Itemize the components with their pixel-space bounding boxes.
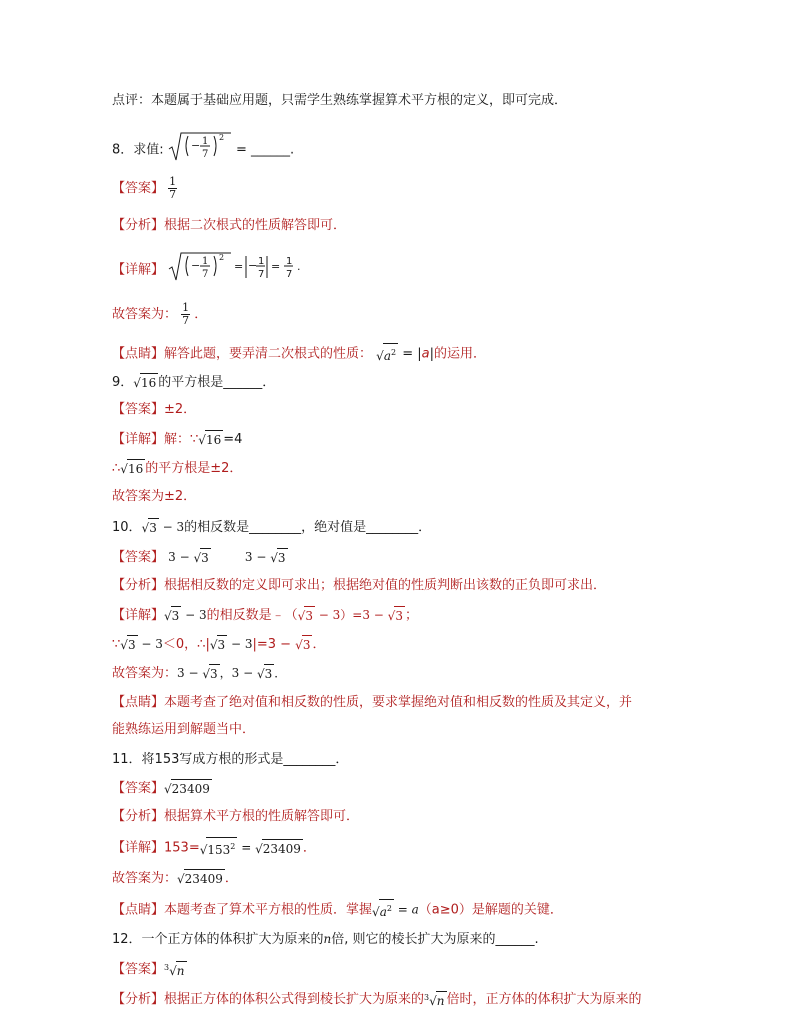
q8-answer <box>112 176 177 201</box>
final-label: 故答案为： <box>112 307 178 322</box>
svg-text:.: . <box>297 260 301 273</box>
svg-text:=: = <box>271 260 281 273</box>
question-9 <box>112 373 275 392</box>
answer-tag: 【答案】 <box>112 181 165 196</box>
comment-text: 点评：本题属于基础应用题，只需学生熟练掌握算术平方根的定义，即可完成． <box>112 93 568 108</box>
svg-text:7: 7 <box>202 269 209 280</box>
q11-detail: 【详解】$153=√153^2 = √23409$ ． <box>112 837 316 859</box>
q11-answer: 【答案】√23409 <box>112 781 210 796</box>
svg-text:7: 7 <box>258 269 265 280</box>
q9-answer: 【答案】±2． <box>112 402 197 417</box>
q10-because: ∵√3 − 3＜0，∴|√3 − 3|=3 − √3 ． <box>112 637 326 652</box>
q8-answer-frac: $\frac{1}{7}$ <box>169 175 177 201</box>
svg-text:1: 1 <box>286 256 293 267</box>
q10-detail: 【详解】√3 − 3的相反数是﹣（√3 − 3）=3 − √3 ； <box>112 608 418 623</box>
sqrt-3: √3 <box>142 518 159 537</box>
q8-final: 故答案为： $\frac{1}{7}$ ． <box>112 301 208 327</box>
q8-detail-math-icon <box>168 252 318 282</box>
q10-answer-2: 3 − √3 <box>244 550 286 565</box>
svg-text:=: = <box>234 260 244 273</box>
q10-answer: 【答案】 3 − √3 3 − √3 <box>112 550 286 565</box>
sqrt-23409: √23409 <box>164 779 212 798</box>
sqrt-16: √16 <box>133 373 158 392</box>
question-10: 10．√3 − 3的相反数是________，绝对值是________． <box>112 520 432 535</box>
tip-tag: 【点睛】 <box>112 346 165 362</box>
q8-analysis <box>112 217 346 235</box>
q9-blank: 的平方根是______． <box>158 375 276 390</box>
sqrt-16-therefore: √16 <box>120 459 145 478</box>
question-11: 11．将153写成方根的形式是________． <box>112 752 349 767</box>
analysis-tag: 【分析】 <box>112 218 165 233</box>
q8-detail-root <box>168 252 318 288</box>
q11-final: 故答案为：√23409 ． <box>112 871 238 886</box>
svg-text:2: 2 <box>218 133 224 142</box>
svg-text:−: − <box>248 259 258 272</box>
q11-analysis: 【分析】根据算术平方根的性质解答即可． <box>112 809 360 824</box>
svg-text:1: 1 <box>202 256 209 267</box>
q9-detail: 【详解】解：∵√16 =4 <box>112 432 243 447</box>
sqrt-16-detail: √16 <box>198 430 223 449</box>
tip-post: 的运用． <box>433 346 486 362</box>
detail-tag: 【详解】 <box>112 262 165 278</box>
q8-blank: = ______. <box>235 142 295 158</box>
q10-analysis: 【分析】根据相反数的定义即可求出；根据绝对值的性质判断出该数的正负即可求出． <box>112 578 607 593</box>
q12-answer: 【答案】$^3$√n <box>112 962 185 978</box>
question-8 <box>112 132 294 168</box>
q9-therefore: ∴√16 的平方根是±2． <box>112 461 243 476</box>
svg-text:−: − <box>190 139 201 152</box>
q8-tip: 【点睛】解答此题，要弄清二次根式的性质： $√a^2 = |a|$的运用． <box>112 343 486 365</box>
question-12: 12．一个正方体的体积扩大为原来的n倍, 则它的棱长扩大为原来的______. <box>112 932 539 947</box>
q10-tip-cont: 能熟练运用到解题当中． <box>112 722 256 737</box>
q8-final-frac: $\frac{1}{7}$ <box>182 301 190 327</box>
svg-text:7: 7 <box>286 269 293 280</box>
q12-analysis: 【分析】根据正方体的体积公式得到棱长扩大为原来的$^3$√n 倍时，正方体的体积扩大为原来的 <box>112 992 642 1008</box>
q10-final: 故答案为：3 − √3 ，3 − √3 ． <box>112 666 287 681</box>
analysis-text: 根据二次根式的性质解答即可． <box>164 218 347 233</box>
q10-answer-1: 3 − √3 <box>168 550 209 565</box>
svg-text:−: − <box>191 259 201 272</box>
svg-text:1: 1 <box>201 136 209 147</box>
q8-root <box>168 132 232 168</box>
q8-radical-icon <box>168 132 232 162</box>
q11-tip: 【点睛】本题考查了算术平方根的性质．掌握$√a^2 = a(a\ge 0)$是解题的关键． <box>112 899 563 921</box>
q9-final: 故答案为±2． <box>112 489 197 504</box>
tip-text: 解答此题，要弄清二次根式的性质： <box>164 346 373 362</box>
svg-text:2: 2 <box>219 253 225 262</box>
q9-label: 9． <box>112 375 134 390</box>
svg-text:1: 1 <box>258 256 265 267</box>
svg-text:7: 7 <box>201 149 209 160</box>
comment-line <box>112 92 567 110</box>
q8-label: 8．求值: <box>112 142 168 158</box>
q9-answer-text: ±2． <box>164 402 197 417</box>
q8-detail <box>112 252 318 288</box>
q10-tip: 【点睛】本题考查了绝对值和相反数的性质，要求掌握绝对值和相反数的性质及其定义，并 <box>112 695 633 710</box>
sqrt-a2: $√a^2$ <box>376 343 398 365</box>
